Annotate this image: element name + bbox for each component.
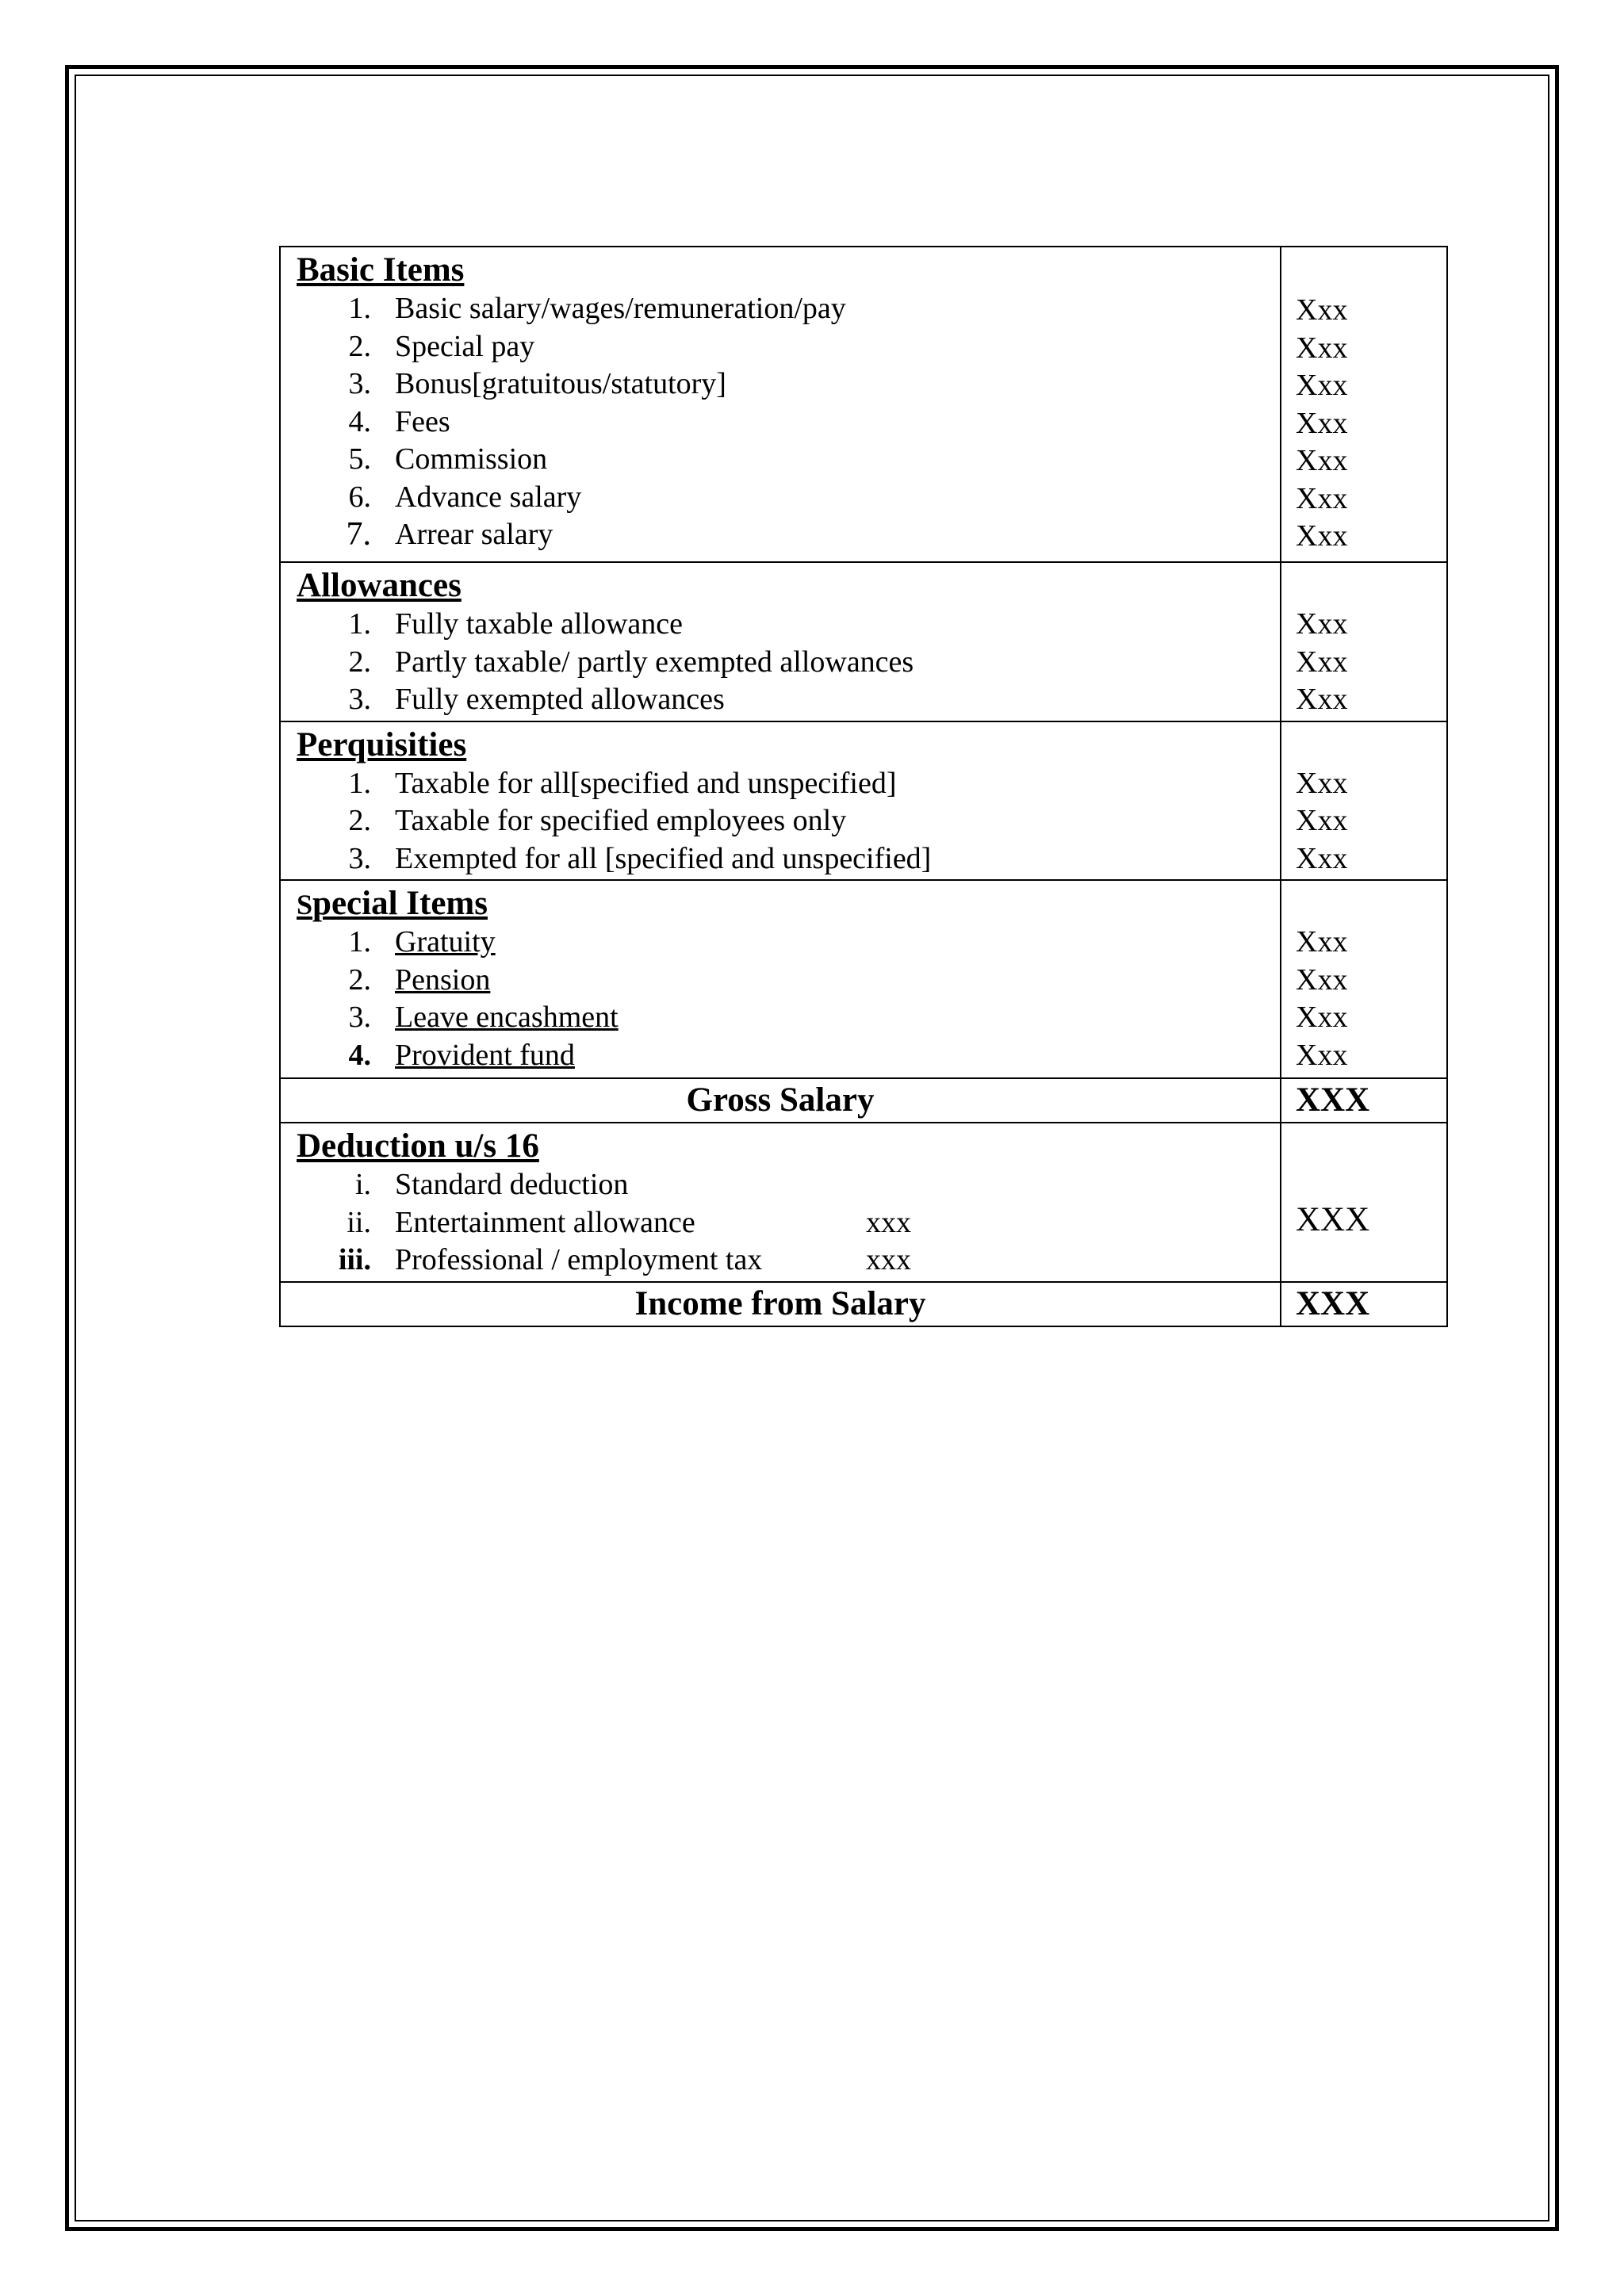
list-item <box>297 802 1280 840</box>
list-item <box>297 1204 1280 1242</box>
heading-rest: pecial Items <box>312 885 488 922</box>
section-heading: Perquisities <box>297 725 467 763</box>
item-number: 2. <box>348 329 371 363</box>
item-value: Xxx <box>1296 925 1348 959</box>
item-number: 3. <box>348 841 371 875</box>
item-number: 2. <box>348 804 371 837</box>
item-label: Gratuity <box>395 925 496 959</box>
perquisities-section <box>280 721 1447 881</box>
item-label: Special pay <box>395 329 535 363</box>
income-from-salary-label: Income from Salary <box>280 1282 1281 1326</box>
item-number: 2. <box>348 962 371 997</box>
item-number: 4. <box>348 404 371 438</box>
item-value: Xxx <box>1296 766 1348 800</box>
item-label: Fully exempted allowances <box>395 683 725 716</box>
item-value: Xxx <box>1296 519 1348 553</box>
list-item <box>297 290 1280 328</box>
gross-salary-value: XXX <box>1281 1078 1447 1123</box>
item-value: Xxx <box>1296 841 1348 875</box>
list-item <box>297 924 1280 962</box>
item-value: Xxx <box>1296 369 1348 402</box>
item-label: Taxable for all[specified and unspecified] <box>395 766 897 800</box>
item-value: Xxx <box>1296 406 1348 440</box>
deduction-cell <box>280 1123 1281 1282</box>
item-value: Xxx <box>1296 645 1348 679</box>
list-item <box>297 606 1280 644</box>
section-heading <box>297 884 1280 924</box>
item-number: 7. <box>346 516 371 553</box>
item-label: Basic salary/wages/remuneration/pay <box>395 292 846 325</box>
item-number: 1. <box>348 292 371 325</box>
allowances-cell <box>280 562 1281 721</box>
item-label: Commission <box>395 442 548 476</box>
section-heading: Deduction u/s 16 <box>297 1127 539 1165</box>
allowances-section <box>280 562 1447 721</box>
special-items-section <box>280 880 1447 1078</box>
item-value: Xxx <box>1296 331 1348 365</box>
item-label: Leave encashment <box>395 1001 619 1034</box>
item-number: 1. <box>348 607 371 641</box>
basic-items-cell <box>280 247 1281 562</box>
item-number: 4. <box>348 1038 371 1072</box>
list-item <box>297 328 1280 366</box>
item-label: Exempted for all [specified and unspecified] <box>395 841 932 875</box>
section-heading: Basic Items <box>297 251 465 289</box>
item-label: Bonus[gratuitous/statutory] <box>395 367 726 400</box>
item-number: 1. <box>348 925 371 959</box>
list-item <box>297 404 1280 442</box>
gross-salary-row <box>280 1078 1447 1123</box>
list-item <box>297 441 1280 479</box>
list-item <box>297 1037 1280 1075</box>
gross-salary-label: Gross Salary <box>280 1078 1281 1123</box>
income-from-salary-row <box>280 1282 1447 1326</box>
special-values-cell <box>1281 880 1447 1078</box>
list-item <box>297 644 1280 682</box>
deduction-value: XXX <box>1296 1200 1370 1238</box>
item-value: Xxx <box>1296 804 1348 837</box>
basic-items-section <box>280 247 1447 562</box>
list-item <box>297 516 1280 554</box>
list-item <box>297 1242 1280 1280</box>
item-label: Entertainment allowance <box>395 1205 695 1239</box>
item-number: 1. <box>348 766 371 800</box>
item-number: ii. <box>347 1205 371 1239</box>
item-number: 3. <box>348 683 371 716</box>
item-amount: xxx <box>866 1243 911 1276</box>
item-value: Xxx <box>1296 1001 1348 1034</box>
perquisities-values-cell <box>1281 721 1447 881</box>
item-value: Xxx <box>1296 683 1348 716</box>
item-label: Standard deduction <box>395 1168 629 1201</box>
list-item <box>297 999 1280 1037</box>
item-number: 3. <box>348 367 371 400</box>
item-number: iii. <box>338 1243 371 1276</box>
section-heading: Allowances <box>297 567 462 604</box>
item-number: 2. <box>348 645 371 679</box>
item-amount: xxx <box>866 1205 911 1239</box>
basic-values-cell <box>1281 247 1447 562</box>
income-from-salary-value: XXX <box>1281 1282 1447 1326</box>
item-value: Xxx <box>1296 481 1348 515</box>
item-value: Xxx <box>1296 607 1348 641</box>
item-label: Arrear salary <box>395 518 553 551</box>
item-number: 6. <box>348 480 371 514</box>
item-label: Professional / employment tax <box>395 1243 763 1276</box>
item-number: 5. <box>348 442 371 476</box>
salary-table <box>279 246 1448 1327</box>
item-number: i. <box>354 1168 371 1201</box>
item-label: Partly taxable/ partly exempted allowances <box>395 645 914 679</box>
list-item <box>297 479 1280 517</box>
item-value: Xxx <box>1296 1038 1348 1072</box>
item-label: Pension <box>395 962 491 997</box>
item-label: Advance salary <box>395 480 582 514</box>
deduction-value-cell <box>1281 1123 1447 1282</box>
perquisities-cell <box>280 721 1281 881</box>
item-label: Fully taxable allowance <box>395 607 683 641</box>
item-label: Fees <box>395 404 450 438</box>
item-value: Xxx <box>1296 444 1348 477</box>
item-label: Provident fund <box>395 1038 575 1072</box>
list-item <box>297 765 1280 803</box>
heading-first-letter: S <box>297 889 313 920</box>
item-value: Xxx <box>1296 962 1348 997</box>
deduction-section <box>280 1123 1447 1282</box>
item-number: 3. <box>348 1001 371 1034</box>
special-items-cell <box>280 880 1281 1078</box>
item-label: Taxable for specified employees only <box>395 804 847 837</box>
list-item <box>297 681 1280 719</box>
item-value: Xxx <box>1296 293 1348 327</box>
list-item <box>297 962 1280 1000</box>
list-item <box>297 840 1280 878</box>
list-item <box>297 365 1280 404</box>
allowances-values-cell <box>1281 562 1447 721</box>
list-item <box>297 1166 1280 1204</box>
